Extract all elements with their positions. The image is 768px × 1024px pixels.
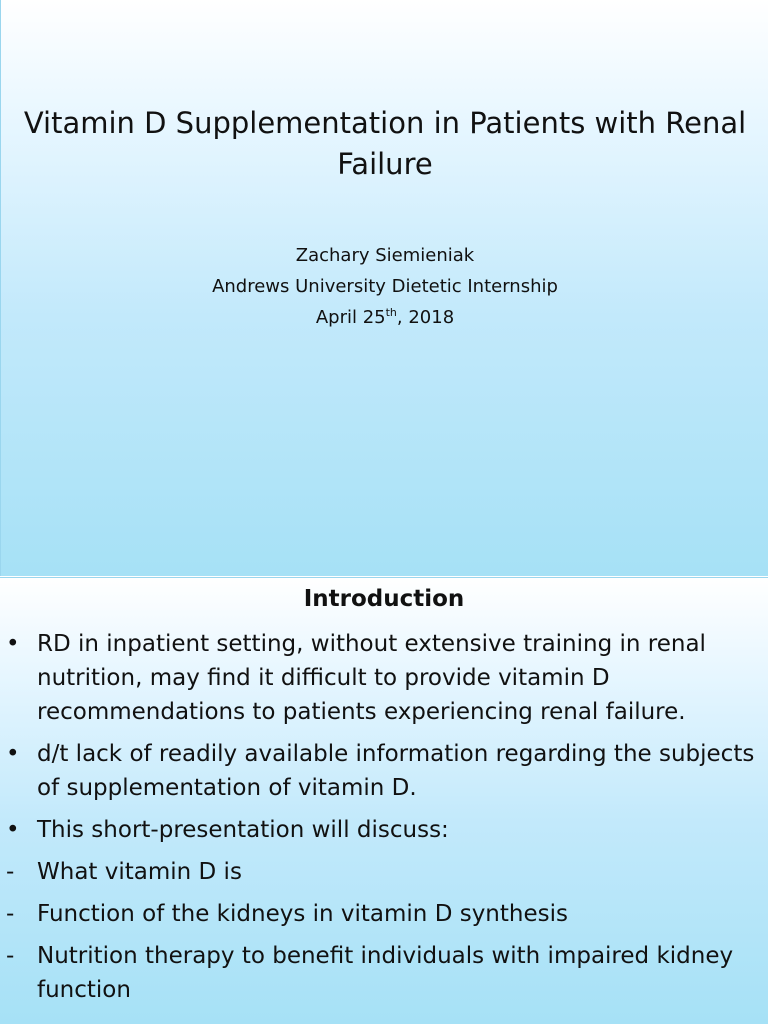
list-item	[0, 855, 768, 889]
list-item-text: What vitamin D is	[37, 859, 242, 885]
list-item-text: This short-presentation will discuss:	[37, 817, 449, 843]
bullet-marker: •	[6, 741, 20, 767]
introduction-slide	[0, 577, 768, 1024]
date-rest: , 2018	[396, 307, 455, 328]
list-item-text: d/t lack of readily available information regarding the subjects of supplementation of vitamin D.	[37, 741, 755, 801]
dash-marker: -	[6, 943, 15, 969]
list-item-text: Nutrition therapy to benefit individuals with impaired kidney function	[37, 943, 734, 1003]
presentation-title: Vitamin D Supplementation in Patients with Renal Failure	[23, 106, 747, 181]
list-item-text: Function of the kidneys in vitamin D synthesis	[37, 901, 568, 927]
list-item	[0, 897, 768, 931]
introduction-list	[0, 627, 768, 1015]
list-item	[0, 939, 768, 1007]
list-item	[0, 737, 768, 805]
date-prefix: April 25	[315, 307, 386, 328]
organization-name: Andrews University Dietetic Internship	[212, 276, 558, 297]
date-ordinal-suffix: th	[385, 306, 397, 319]
introduction-heading: Introduction	[303, 586, 465, 612]
presentation-date	[21, 302, 749, 333]
author-name: Zachary Siemieniak	[295, 245, 475, 266]
bullet-marker: •	[6, 631, 20, 657]
list-item-text: RD in inpatient setting, without extensive training in renal nutrition, may find it difficult to provide vitamin D recommendations to patients experiencing renal failure.	[37, 631, 706, 725]
presentation-subtitle	[21, 240, 749, 333]
dash-marker: -	[6, 859, 15, 885]
list-item	[0, 813, 768, 847]
bullet-marker: •	[6, 817, 20, 843]
dash-marker: -	[6, 901, 15, 927]
list-item	[0, 627, 768, 729]
